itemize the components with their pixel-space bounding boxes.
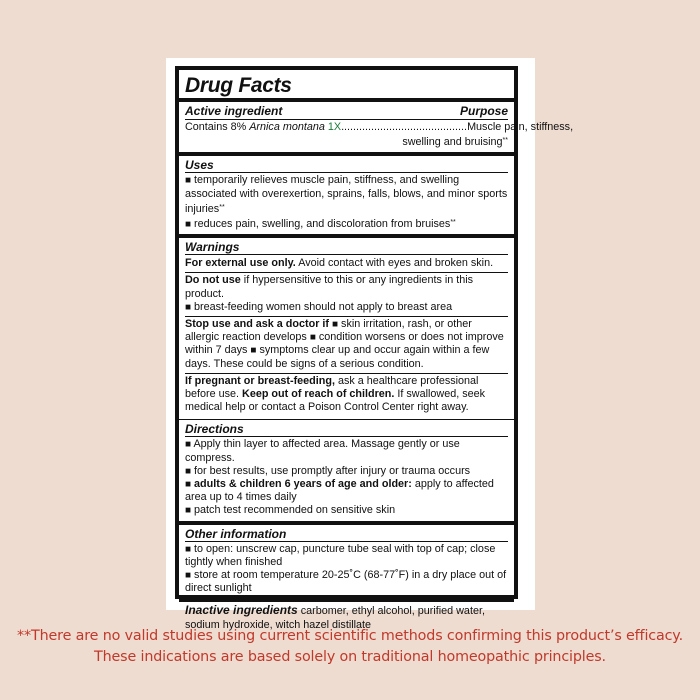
stop-use-c: symptoms clear up and occur again within a few days. These could be signs of a serious condition. [185,344,490,370]
bullet-square-icon: ■ [185,301,192,313]
bullet-square-icon: ■ [332,319,339,331]
keep-out-bold: Keep out of reach of children. [242,388,395,401]
external-use-bold: For external use only. [185,257,296,270]
warnings-heading: Warnings [185,240,508,255]
uses-footnote-mark: ** [450,219,456,227]
uses-section [179,152,514,234]
warning-external [185,256,508,272]
disclaimer-footnote: **There are no valid studies using current scientific methods confirming this product’s efficacy. These indications are based solely on traditional homeopathic principles. [17,628,683,665]
pregnant-text: ask a healthcare professional before use. [185,374,479,401]
purpose-heading: Purpose [459,104,508,118]
purpose-line-2: swelling and bruising [402,136,503,149]
warning-stop-use [185,316,508,373]
title-row [179,70,514,102]
uses-item [185,174,508,216]
bullet-square-icon: ■ [185,543,192,555]
uses-item-text: temporarily relieves muscle pain, stiffness, and swelling associated with overexertion, sprains, falls, blows, and minor sports injuries [185,174,508,215]
warning-do-not-use [185,272,508,316]
uses-item-text: reduces pain, swelling, and discoloration from bruises [194,218,451,231]
directions-item [185,504,508,517]
bullet-square-icon: ■ [185,570,192,582]
directions-adults-bold: adults & children 6 years of age and older: [194,478,412,491]
inactive-heading: Inactive ingredients [185,603,298,618]
bullet-square-icon: ■ [185,505,192,517]
panel-title: Drug Facts [185,74,292,97]
active-heading: Active ingredient [185,104,283,118]
other-item-text: store at room temperature 20-25˚C (68-77˚F) in a dry place out of direct sunlight [185,569,507,595]
directions-heading: Directions [185,422,508,437]
bullet-square-icon: ■ [185,175,192,187]
uses-item [185,216,508,231]
drug-facts-panel [175,66,574,631]
directions-item [185,465,508,478]
purpose-line-2-row [185,134,508,149]
directions-section [179,419,514,520]
bullet-square-icon: ■ [185,479,192,491]
warnings-section [179,234,514,419]
pregnant-bold: If pregnant or breast-feeding, [185,374,335,387]
directions-item [185,438,508,464]
directions-item-text: Apply thin layer to affected area. Massage gently or use compress. [185,438,460,464]
bullet-square-icon: ■ [185,219,192,231]
bullet-square-icon: ■ [185,439,192,451]
bullet-square-icon: ■ [250,345,257,357]
other-item-text: to open: unscrew cap, puncture tube seal with top of cap; close tightly when finished [185,542,496,568]
external-use-text: Avoid contact with eyes and broken skin. [295,257,494,270]
keep-out-text: If swallowed, seek medical help or contact a Poison Control Center right away. [185,388,486,414]
directions-item [185,478,508,504]
bullet-square-icon: ■ [185,465,192,477]
inactive-text: carbomer, ethyl alcohol, purified water, sodium hydroxide, witch hazel distillate [185,605,485,631]
drug-facts-card [166,58,574,631]
other-information-heading: Other information [185,527,508,542]
directions-item-text: for best results, use promptly after injury or trauma occurs [194,464,471,477]
other-information-section [179,521,514,599]
active-heading-row [185,104,508,120]
stop-use-b: condition worsens or does not improve within 7 days [185,331,504,357]
other-item [185,569,508,595]
contains-text: Contains 8% [185,121,250,133]
stop-use-a: skin irritation, rash, or other allergic reaction develops [185,318,472,344]
other-item [185,543,508,569]
potency: 1X [324,121,342,133]
active-ingredient-line [185,121,574,134]
directions-adults-text: apply to affected area up to 4 times daily [185,478,494,504]
active-ingredient-section [179,102,574,152]
uses-footnote-mark: ** [219,203,225,211]
bullet-square-icon: ■ [309,332,316,344]
purpose-line-1: Muscle pain, stiffness, [467,121,574,133]
directions-item-text: patch test recommended on sensitive skin [194,504,396,517]
ingredient-name: Arnica montana [249,121,325,133]
stop-use-bold: Stop use and ask a doctor if [185,318,329,331]
do-not-use-text: if hypersensitive to this or any ingredients in this product. [185,274,474,300]
do-not-use-bold: Do not use [185,274,241,287]
uses-heading: Uses [185,158,508,173]
warning-pregnant [185,373,508,417]
leader-dots: .......................................... [341,121,468,133]
purpose-footnote-mark: ** [502,137,508,145]
breast-feeding-text: breast-feeding women should not apply to breast area [194,300,453,313]
